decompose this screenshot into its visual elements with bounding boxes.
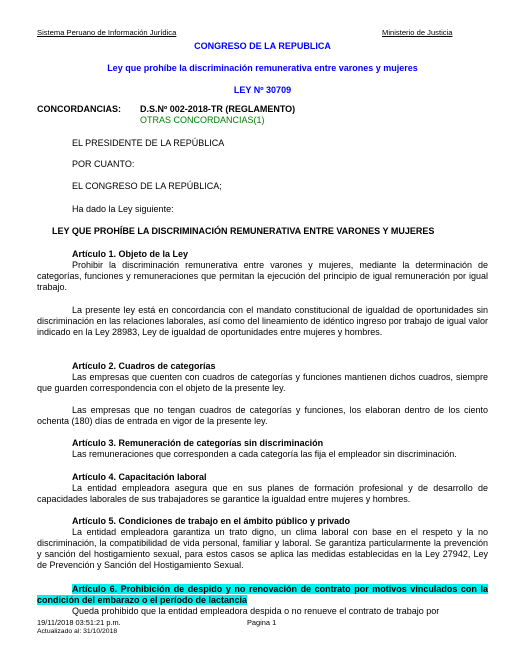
article-4-paragraph: La entidad empleadora asegura que en sus planes de formación profesional y de desarrollo de capacidades laborales de sus trabajadores se garantice la igualdad entre mujeres y hombres. — [37, 483, 488, 504]
header-ministry: Ministerio de Justicia — [382, 28, 453, 37]
article-2-paragraph: Las empresas que no tengan cuadros de categorías y funciones, los elaboran dentro de los ciento ochenta (180) días de entrada en vigor de la presente ley. — [37, 405, 488, 426]
otras-concordancias-link[interactable]: OTRAS CONCORDANCIAS(1) — [140, 115, 265, 125]
preamble-line: Ha dado la Ley siguiente: — [72, 204, 174, 214]
article-3-title: Artículo 3. Remuneración de categorías sin discriminación — [72, 438, 324, 448]
article-3-paragraph: Las remuneraciones que corresponden a cada categoría las fija el empleador sin discriminación. — [72, 449, 457, 459]
article-1-paragraph: Prohibir la discriminación remunerativa entre varones y mujeres, mediante la determinación de categorías, funciones y remuneraciones que permitan la ejecución del principio de igual remuneración por igual trabajo. — [37, 260, 488, 292]
law-heading: LEY QUE PROHÍBE LA DISCRIMINACIÓN REMUNERATIVA ENTRE VARONES Y MUJERES — [52, 226, 435, 236]
preamble-line: EL CONGRESO DE LA REPÚBLICA; — [72, 181, 222, 191]
article-1-paragraph: La presente ley está en concordancia con el mandato constitucional de igualdad de oportunidades sin discriminación en las relaciones laborales, así como del lineamiento de idéntico ingreso por trabajo de igual valor indicado en la Ley 28983, Ley de igualdad de oportunidades entre mujeres y hombres. — [37, 305, 488, 337]
law-number: LEY Nº 30709 — [233, 85, 292, 95]
preamble-line: EL PRESIDENTE DE LA REPÚBLICA — [72, 138, 225, 148]
article-2-paragraph: Las empresas que cuenten con cuadros de categorías y funciones mantienen dichos cuadros, siempre que guarden correspondencia con el objeto de la presente ley. — [37, 372, 488, 393]
article-6-title — [37, 584, 488, 606]
concordancia-reglamento: D.S.Nº 002-2018-TR (REGLAMENTO) — [140, 104, 296, 114]
article-2-title: Artículo 2. Cuadros de categorías — [72, 361, 216, 371]
article-5-paragraph: La entidad empleadora garantiza un trato digno, un clima laboral con base en el respeto y la no discriminación, la compatibilidad de vida personal, familiar y laboral. Se garantiza particularmente la prevención y sanción del hostigamiento sexual, para estos casos se aplica las medidas establecidas en la Ley 27942, Ley de Prevención y Sanción del Hostigamiento Sexual. — [37, 527, 488, 570]
concordancias-label: CONCORDANCIAS: — [37, 104, 121, 114]
article-5-title: Artículo 5. Condiciones de trabajo en el ámbito público y privado — [72, 516, 351, 526]
header-source: Sistema Peruano de Información Jurídica — [37, 28, 177, 37]
law-name: Ley que prohíbe la discriminación remunerativa entre varones y mujeres — [107, 63, 418, 73]
article-4-title: Artículo 4. Capacitación laboral — [72, 472, 207, 482]
footer-datetime: 19/11/2018 03:51:21 p.m. — [37, 618, 121, 627]
article-6-title-highlight: Artículo 6. Prohibición de despido y no renovación de contrato por motivos vinculados con la condición del embarazo o el período de lactancia — [37, 584, 488, 605]
congress-title: CONGRESO DE LA REPUBLICA — [194, 41, 331, 51]
footer-updated: Actualizado al: 31/10/2018 — [37, 628, 118, 635]
footer-page-number: Pagina 1 — [247, 618, 277, 627]
article-1-title: Artículo 1. Objeto de la Ley — [72, 249, 189, 259]
article-6-paragraph: Queda prohibido que la entidad empleadora despida o no renueve el contrato de trabajo por — [72, 606, 440, 616]
preamble-line: POR CUANTO: — [72, 159, 135, 169]
